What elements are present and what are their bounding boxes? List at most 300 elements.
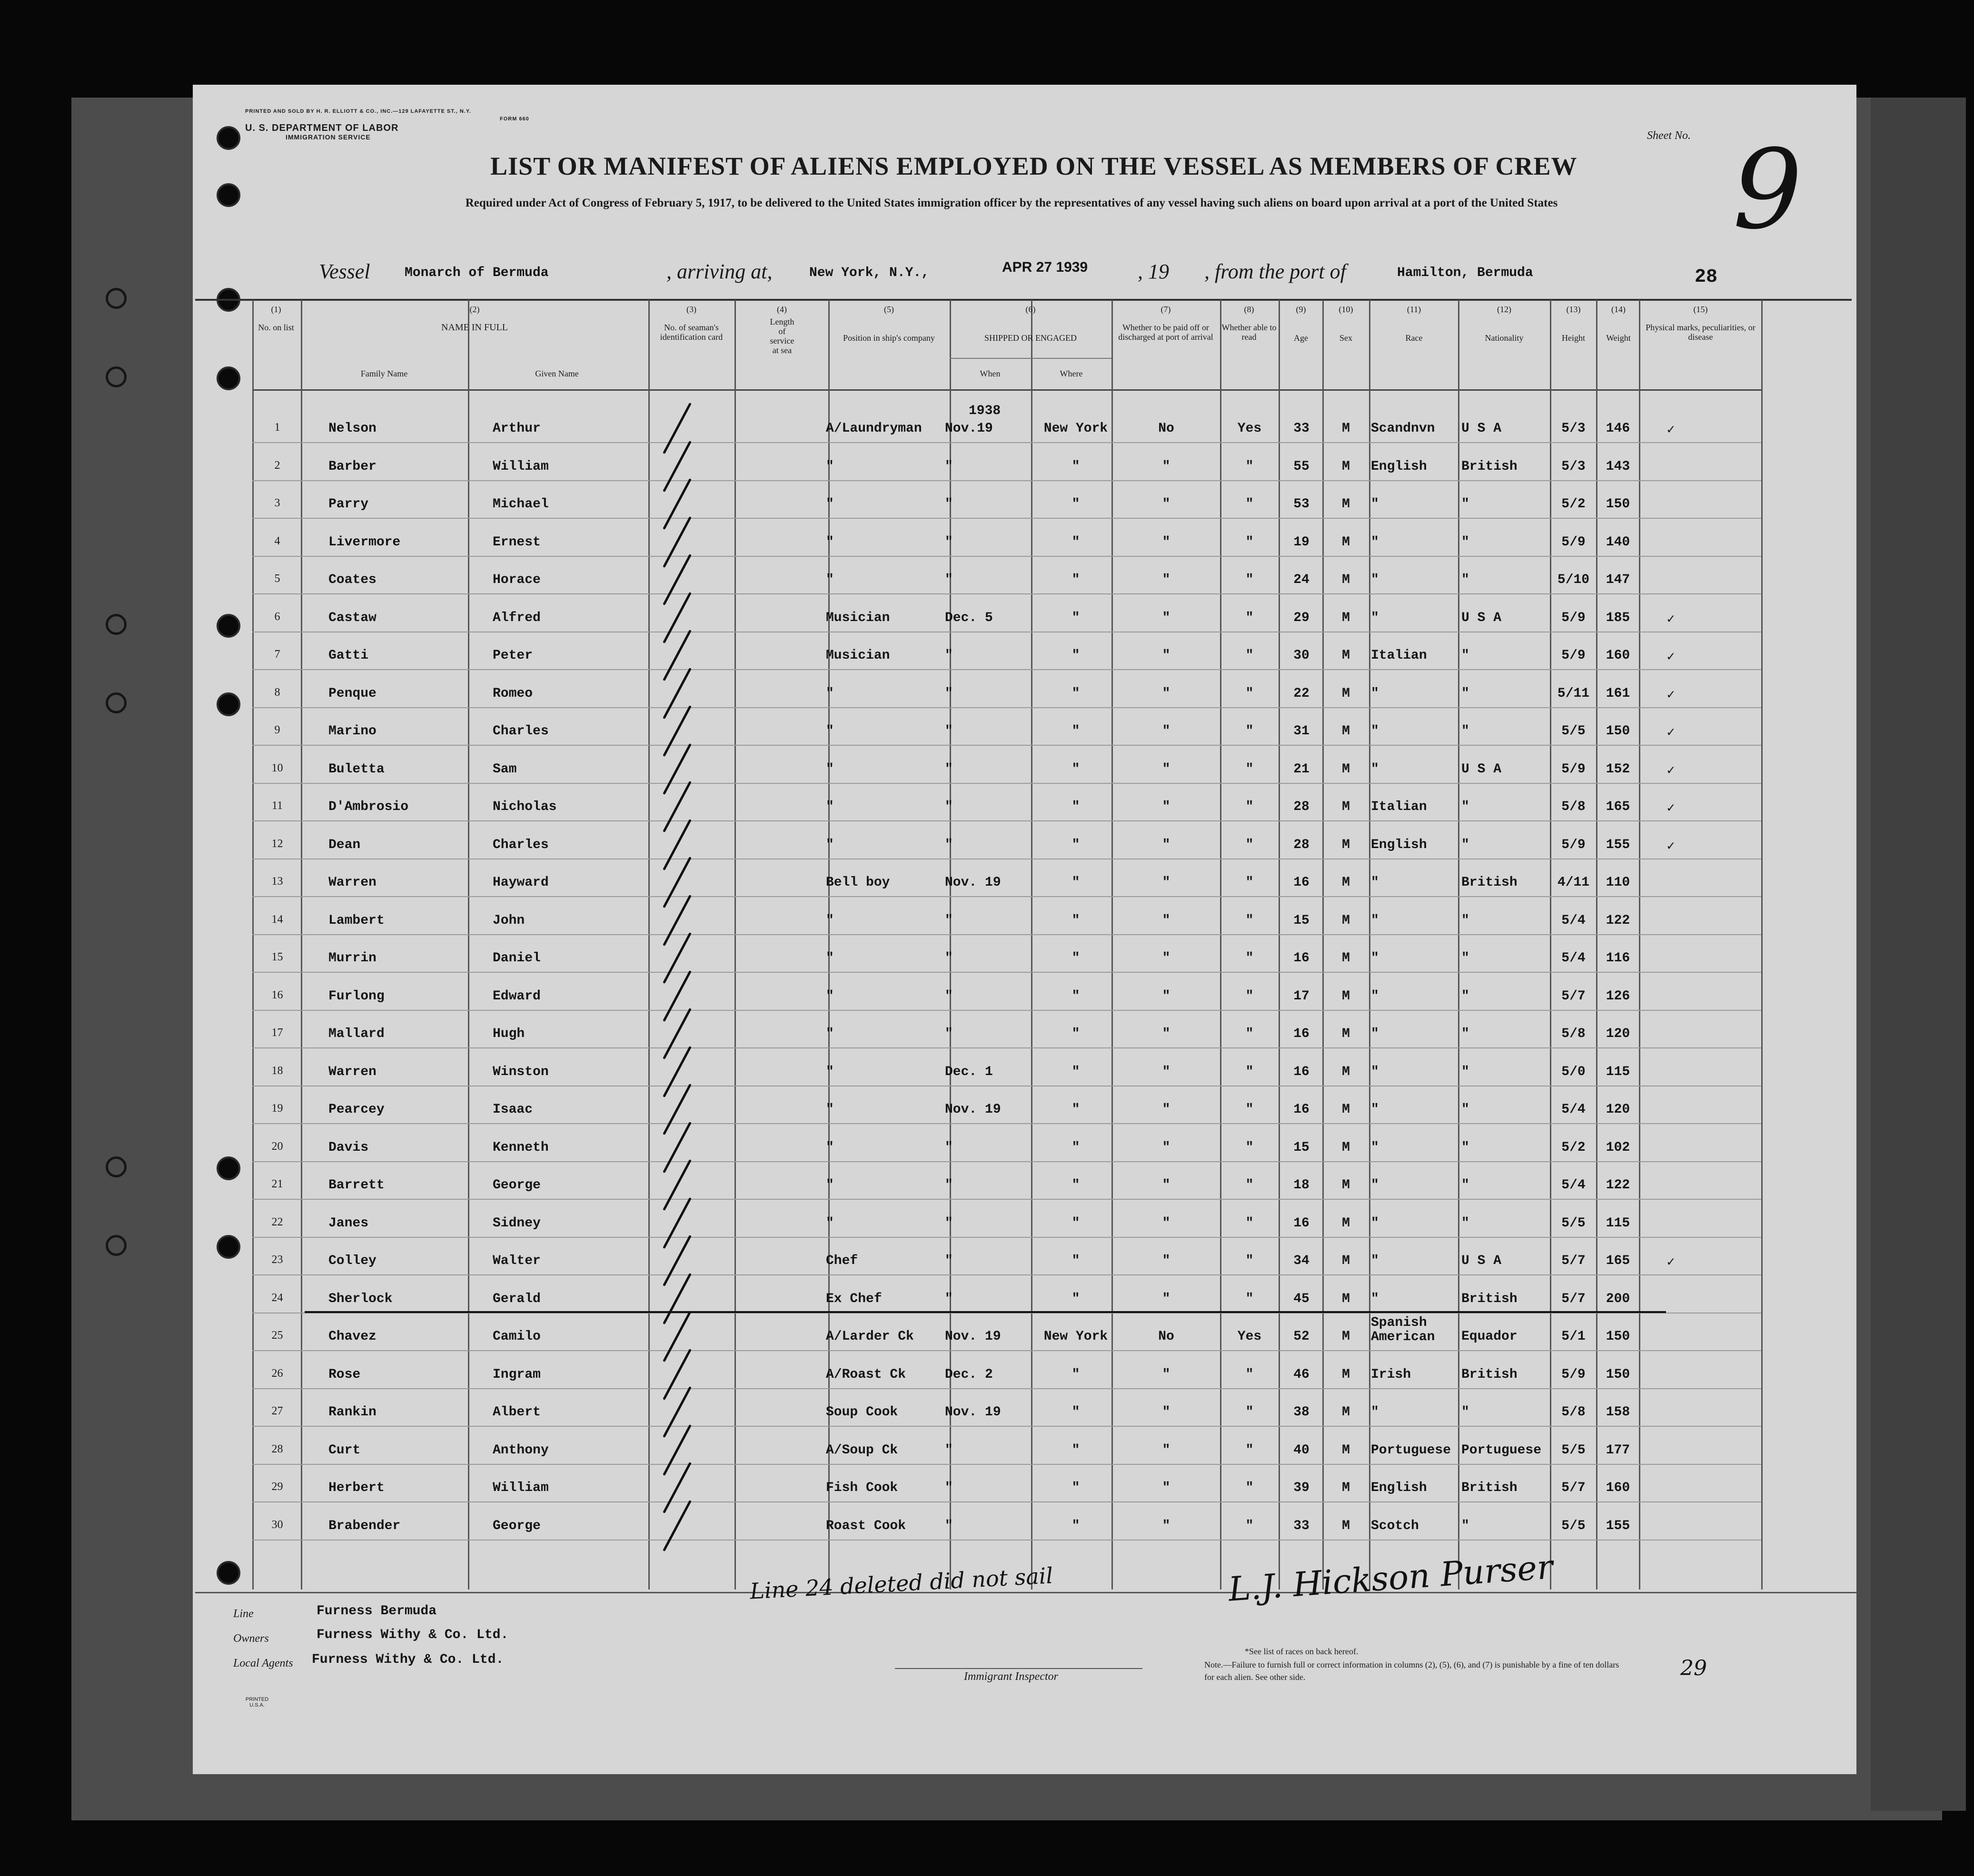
weight: 152: [1606, 762, 1630, 777]
shipped-where: New York: [1043, 421, 1108, 436]
able-to-read: ": [1245, 686, 1254, 701]
height: 5/5: [1561, 1443, 1586, 1458]
shipped-when: Nov. 19: [945, 1329, 1001, 1344]
shipped-when: Dec. 2: [945, 1367, 993, 1382]
inspector-label: Immigrant Inspector: [964, 1670, 1058, 1683]
row-number: 22: [271, 1216, 283, 1228]
race: Italian: [1371, 800, 1427, 814]
paid-off: ": [1162, 648, 1171, 663]
weight: 115: [1606, 1065, 1630, 1079]
row-rule: [252, 1199, 1761, 1200]
shipped-when: ": [945, 1027, 953, 1041]
height: 5/4: [1561, 1102, 1586, 1117]
col9-header: (9) Age: [1294, 305, 1308, 343]
family-name: Gatti: [328, 648, 369, 663]
height: 5/9: [1561, 1367, 1586, 1382]
sex: M: [1342, 535, 1350, 550]
position: Chef: [826, 1254, 858, 1268]
row-rule: [252, 593, 1761, 594]
physical-mark: ✓: [1666, 839, 1675, 854]
nationality: ": [1461, 800, 1469, 814]
row-number: 7: [274, 648, 280, 661]
paid-off: ": [1162, 1519, 1171, 1533]
sex: M: [1342, 648, 1350, 663]
paid-off: ": [1162, 1140, 1171, 1155]
able-to-read: ": [1245, 535, 1254, 550]
shipped-when: ": [945, 951, 953, 966]
position: Musician: [826, 611, 890, 625]
shipped-when: ": [945, 535, 953, 550]
shipped-when: ": [945, 1481, 953, 1495]
sex: M: [1342, 421, 1350, 436]
sex: M: [1342, 686, 1350, 701]
race: ": [1371, 913, 1379, 928]
shipped-when: ": [945, 1140, 953, 1155]
when-header: When: [980, 369, 1001, 378]
shipped-where: ": [1071, 1102, 1080, 1117]
purser-signature: L.J. Hickson Purser: [1227, 1547, 1554, 1609]
position: ": [826, 573, 834, 587]
family-name: Sherlock: [328, 1292, 393, 1306]
weight: 200: [1606, 1292, 1630, 1306]
age: 40: [1293, 1443, 1309, 1458]
position: A/Soup Ck: [826, 1443, 898, 1458]
nationality: British: [1461, 1292, 1518, 1306]
column-rule: [1322, 300, 1324, 1590]
column-rule: [252, 300, 254, 1590]
position: ": [826, 1216, 834, 1231]
able-to-read: ": [1245, 724, 1254, 739]
able-to-read: ": [1245, 913, 1254, 928]
nationality: ": [1461, 1216, 1469, 1231]
nationality: Portuguese: [1461, 1443, 1542, 1458]
row-rule: [252, 1161, 1761, 1162]
shipped-where: ": [1071, 1519, 1080, 1533]
row-number: 23: [271, 1254, 283, 1266]
binder-ring: [106, 614, 127, 635]
height: 5/3: [1561, 459, 1586, 474]
height: 5/9: [1561, 838, 1586, 852]
age: 15: [1293, 913, 1309, 928]
races-note: *See list of races on back hereof.: [1245, 1647, 1359, 1656]
weight: 150: [1606, 497, 1630, 512]
shipped-where: ": [1071, 686, 1080, 701]
sex: M: [1342, 1102, 1350, 1117]
race: Scandnvn: [1371, 421, 1435, 436]
sex: M: [1342, 1481, 1350, 1495]
row-number: 12: [271, 838, 283, 850]
shipped-where: ": [1071, 1216, 1080, 1231]
able-to-read: Yes: [1237, 1329, 1262, 1344]
able-to-read: ": [1245, 611, 1254, 625]
row-rule: [252, 1350, 1761, 1351]
shipped-when: ": [945, 459, 953, 474]
height: 5/8: [1561, 800, 1586, 814]
weight: 160: [1606, 648, 1630, 663]
age: 33: [1293, 421, 1309, 436]
row-number: 5: [274, 573, 280, 585]
shipped-when: Dec. 1: [945, 1065, 993, 1079]
owners-value: Furness Withy & Co. Ltd.: [317, 1628, 509, 1642]
shipped-when: Nov.19: [945, 421, 993, 436]
physical-mark: ✓: [1666, 726, 1675, 741]
row-number: 26: [271, 1367, 283, 1380]
position: ": [826, 951, 834, 966]
sex: M: [1342, 1405, 1350, 1420]
col15-header: (15) Physical marks, peculiarities, or disease: [1646, 305, 1756, 342]
shipped-when: Nov. 19: [945, 1405, 1001, 1420]
sex: M: [1342, 838, 1350, 852]
position: Roast Cook: [826, 1519, 906, 1533]
able-to-read: ": [1245, 951, 1254, 966]
height: 5/7: [1561, 989, 1586, 1004]
column-rule: [950, 300, 951, 1590]
race: Spanish American: [1371, 1315, 1435, 1344]
race: ": [1371, 1027, 1379, 1041]
punch-hole: [217, 614, 240, 638]
weight: 185: [1606, 611, 1630, 625]
form-number: FORM 660: [500, 116, 529, 122]
height: 5/1: [1561, 1329, 1586, 1344]
weight: 122: [1606, 913, 1630, 928]
column-rule: [648, 300, 650, 1590]
col1-header: (1) No. on list: [258, 305, 294, 332]
paid-off: ": [1162, 913, 1171, 928]
shipped-when: ": [945, 1443, 953, 1458]
sheet-number: 9: [1733, 127, 1803, 254]
paid-off: ": [1162, 1254, 1171, 1268]
paid-off: ": [1162, 800, 1171, 814]
age: 55: [1293, 459, 1309, 474]
nationality: ": [1461, 686, 1469, 701]
height: 5/0: [1561, 1065, 1586, 1079]
weight: 122: [1606, 1178, 1630, 1193]
nationality: U S A: [1461, 1254, 1502, 1268]
age: 31: [1293, 724, 1309, 739]
age: 34: [1293, 1254, 1309, 1268]
age: 24: [1293, 573, 1309, 587]
col13-header: (13) Height: [1562, 305, 1585, 343]
family-name: Rose: [328, 1367, 361, 1382]
family-name: Dean: [328, 838, 361, 852]
race: Irish: [1371, 1367, 1411, 1382]
able-to-read: ": [1245, 838, 1254, 852]
given-name: William: [493, 459, 549, 474]
age: 18: [1293, 1178, 1309, 1193]
able-to-read: ": [1245, 1140, 1254, 1155]
nationality: ": [1461, 1102, 1469, 1117]
family-name: Rankin: [328, 1405, 377, 1420]
shipped-where: ": [1071, 1292, 1080, 1306]
weight: 143: [1606, 459, 1630, 474]
paid-off: ": [1162, 951, 1171, 966]
nationality: ": [1461, 838, 1469, 852]
sex: M: [1342, 951, 1350, 966]
family-name: Colley: [328, 1254, 377, 1268]
paid-off: ": [1162, 1367, 1171, 1382]
age: 15: [1293, 1140, 1309, 1155]
shipped-when: ": [945, 648, 953, 663]
height: 5/5: [1561, 1216, 1586, 1231]
sex: M: [1342, 1329, 1350, 1344]
weight: 150: [1606, 1367, 1630, 1382]
sex: M: [1342, 1027, 1350, 1041]
given-name: Charles: [493, 724, 549, 739]
age: 19: [1293, 535, 1309, 550]
race: ": [1371, 1178, 1379, 1193]
shipped-where: ": [1071, 913, 1080, 928]
nationality: ": [1461, 1140, 1469, 1155]
nationality: ": [1461, 1065, 1469, 1079]
given-name: Daniel: [493, 951, 541, 966]
punch-hole: [217, 126, 240, 150]
given-name: Michael: [493, 497, 549, 512]
shipped-when: Dec. 5: [945, 611, 993, 625]
age: 29: [1293, 611, 1309, 625]
shipped-when: ": [945, 1216, 953, 1231]
punch-hole: [217, 692, 240, 716]
nationality: British: [1461, 1367, 1518, 1382]
position: A/Roast Ck: [826, 1367, 906, 1382]
height: 5/7: [1561, 1481, 1586, 1495]
position: ": [826, 724, 834, 739]
paid-off: ": [1162, 1216, 1171, 1231]
family-name: Penque: [328, 686, 377, 701]
position: Bell boy: [826, 875, 890, 890]
column-rule: [301, 300, 302, 1590]
physical-mark: ✓: [1666, 764, 1675, 779]
sex: M: [1342, 1216, 1350, 1231]
weight: 120: [1606, 1102, 1630, 1117]
race: ": [1371, 875, 1379, 890]
given-name: George: [493, 1519, 541, 1533]
race: ": [1371, 762, 1379, 777]
family-name: Davis: [328, 1140, 369, 1155]
row-rule: [252, 669, 1761, 670]
height: 5/4: [1561, 913, 1586, 928]
page-title: LIST OR MANIFEST OF ALIENS EMPLOYED ON THE VESSEL AS MEMBERS OF CREW: [490, 152, 1577, 180]
position: A/Laundryman: [826, 421, 922, 436]
weight: 147: [1606, 573, 1630, 587]
weight: 150: [1606, 1329, 1630, 1344]
family-name: Castaw: [328, 611, 377, 625]
paid-off: ": [1162, 535, 1171, 550]
punch-hole: [217, 183, 240, 207]
shipped-where: ": [1071, 724, 1080, 739]
nationality: ": [1461, 1519, 1469, 1533]
row-rule: [252, 707, 1761, 708]
given-name-header: Given Name: [535, 369, 579, 378]
row-number: 3: [274, 497, 280, 509]
printer-line: PRINTED AND SOLD BY H. R. ELLIOTT & CO., INC.—129 LAFAYETTE ST., N.Y.: [245, 109, 472, 114]
row-rule: [252, 820, 1761, 821]
family-name: Herbert: [328, 1481, 385, 1495]
nationality: British: [1461, 459, 1518, 474]
shipped-where: ": [1071, 648, 1080, 663]
col14-header: (14) Weight: [1606, 305, 1631, 343]
row-number: 15: [271, 951, 283, 963]
height: 5/5: [1561, 724, 1586, 739]
shipped-where: ": [1071, 459, 1080, 474]
owners-label: Owners: [233, 1632, 269, 1645]
binder-ring: [106, 288, 127, 309]
able-to-read: ": [1245, 1481, 1254, 1495]
family-name: Brabender: [328, 1519, 401, 1533]
shipped-when: ": [945, 686, 953, 701]
position: ": [826, 686, 834, 701]
given-name: Alfred: [493, 611, 541, 625]
handwritten-note: Line 24 deleted did not sail: [749, 1562, 1054, 1604]
shipped-where: ": [1071, 951, 1080, 966]
age: 22: [1293, 686, 1309, 701]
sex: M: [1342, 913, 1350, 928]
height: 5/2: [1561, 1140, 1586, 1155]
sex: M: [1342, 762, 1350, 777]
able-to-read: ": [1245, 989, 1254, 1004]
punch-hole: [217, 1235, 240, 1259]
agents-value: Furness Withy & Co. Ltd.: [312, 1652, 504, 1667]
row-number: 1: [274, 421, 280, 434]
able-to-read: ": [1245, 1292, 1254, 1306]
shipped-where: New York: [1043, 1329, 1108, 1344]
given-name: Edward: [493, 989, 541, 1004]
penalty-note: Note.—Failure to furnish full or correct information in columns (2), (5), (6), and (7) is punishable by a fine of ten dollars for each alien. See other side.: [1204, 1660, 1619, 1682]
sex: M: [1342, 1065, 1350, 1079]
row-number: 24: [271, 1292, 283, 1304]
shipped-where: ": [1071, 989, 1080, 1004]
shipped-where: ": [1071, 838, 1080, 852]
height: 5/9: [1561, 611, 1586, 625]
family-name: Barrett: [328, 1178, 385, 1193]
row-rule: [252, 783, 1761, 784]
physical-mark: ✓: [1666, 801, 1675, 816]
given-name: Charles: [493, 838, 549, 852]
sex: M: [1342, 724, 1350, 739]
position: ": [826, 989, 834, 1004]
sex: M: [1342, 459, 1350, 474]
shipped-where: ": [1071, 1027, 1080, 1041]
able-to-read: ": [1245, 875, 1254, 890]
position: Ex Chef: [826, 1292, 882, 1306]
given-name: Hugh: [493, 1027, 525, 1041]
col10-header: (10) Sex: [1339, 305, 1353, 343]
able-to-read: ": [1245, 497, 1254, 512]
row-rule: [252, 480, 1761, 481]
page-subtitle: Required under Act of Congress of February 5, 1917, to be delivered to the United States immigration officer by the representatives of any vessel having such aliens on board upon arrival at a port of the United States: [465, 197, 1558, 209]
given-name: Kenneth: [493, 1140, 549, 1155]
col5-header: (5) Position in ship's company: [843, 305, 935, 343]
nationality: ": [1461, 913, 1469, 928]
weight: 161: [1606, 686, 1630, 701]
arriving-port: New York, N.Y.,: [809, 266, 930, 280]
arriving-label: , arriving at,: [666, 260, 773, 283]
department: U. S. DEPARTMENT OF LABOR: [245, 123, 399, 133]
race: ": [1371, 1102, 1379, 1117]
punch-hole: [217, 1156, 240, 1180]
row-number: 6: [274, 611, 280, 623]
physical-mark: ✓: [1666, 423, 1675, 438]
shipped-when: ": [945, 1178, 953, 1193]
able-to-read: ": [1245, 800, 1254, 814]
given-name: Arthur: [493, 421, 541, 436]
shipped-when: ": [945, 913, 953, 928]
shipped-where: ": [1071, 1443, 1080, 1458]
sex: M: [1342, 1367, 1350, 1382]
height: 4/11: [1557, 875, 1590, 890]
race: ": [1371, 611, 1379, 625]
position: Musician: [826, 648, 890, 663]
family-name: Curt: [328, 1443, 361, 1458]
row-rule: [252, 1237, 1761, 1238]
shipped-where: ": [1071, 611, 1080, 625]
position: ": [826, 1102, 834, 1117]
family-name: Janes: [328, 1216, 369, 1231]
given-name: Ernest: [493, 535, 541, 550]
able-to-read: ": [1245, 648, 1254, 663]
given-name: John: [493, 913, 525, 928]
family-name: Murrin: [328, 951, 377, 966]
nationality: British: [1461, 875, 1518, 890]
position: Soup Cook: [826, 1405, 898, 1420]
given-name: William: [493, 1481, 549, 1495]
column-rule: [734, 300, 736, 1590]
shipped-when: ": [945, 1519, 953, 1533]
col6-header: (6) SHIPPED OR ENGAGED: [984, 305, 1077, 343]
height: 5/9: [1561, 762, 1586, 777]
column-rule: [1220, 300, 1221, 1590]
weight: 102: [1606, 1140, 1630, 1155]
nationality: ": [1461, 1405, 1469, 1420]
shipped-when: ": [945, 800, 953, 814]
family-name: Warren: [328, 875, 377, 890]
column-rule: [1031, 300, 1032, 1590]
height: 5/10: [1557, 573, 1590, 587]
given-name: Albert: [493, 1405, 541, 1420]
weight: 115: [1606, 1216, 1630, 1231]
age: 16: [1293, 875, 1309, 890]
race: ": [1371, 989, 1379, 1004]
col6-split-rule: [950, 358, 1111, 359]
race: English: [1371, 459, 1427, 474]
given-name: Walter: [493, 1254, 541, 1268]
race: ": [1371, 951, 1379, 966]
table-top-rule: [195, 299, 1852, 301]
paid-off: ": [1162, 1102, 1171, 1117]
age: 21: [1293, 762, 1309, 777]
position: ": [826, 762, 834, 777]
age: 53: [1293, 497, 1309, 512]
row-number: 19: [271, 1102, 283, 1115]
row-number: 11: [271, 800, 283, 812]
row-rule: [252, 1426, 1761, 1427]
nationality: ": [1461, 573, 1469, 587]
family-name: D'Ambrosio: [328, 800, 409, 814]
able-to-read: ": [1245, 1254, 1254, 1268]
sex: M: [1342, 497, 1350, 512]
race: ": [1371, 1292, 1379, 1306]
given-name: Winston: [493, 1065, 549, 1079]
sex: M: [1342, 989, 1350, 1004]
shipped-where: ": [1071, 762, 1080, 777]
sex: M: [1342, 1443, 1350, 1458]
able-to-read: ": [1245, 1178, 1254, 1193]
paid-off: ": [1162, 1027, 1171, 1041]
row-rule: [252, 1274, 1761, 1275]
shipped-where: ": [1071, 573, 1080, 587]
printed-mark: PRINTED U.S.A.: [245, 1697, 269, 1708]
family-name: Coates: [328, 573, 377, 587]
col8-header: (8) Whether able to read: [1221, 305, 1277, 342]
